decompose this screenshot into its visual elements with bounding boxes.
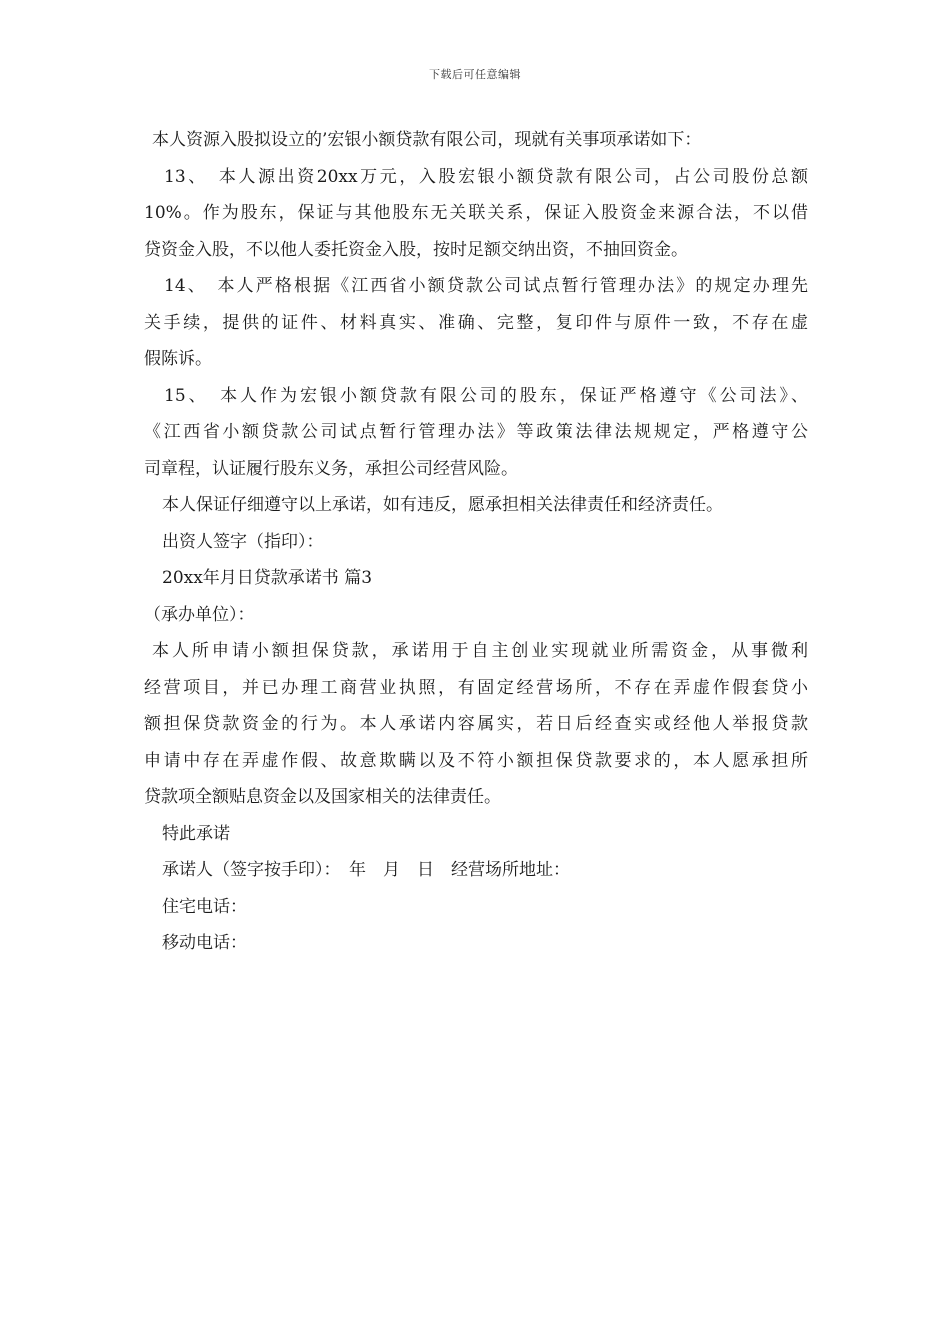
page-header: 下载后可任意编辑 — [429, 68, 521, 81]
paragraph-line: 额担保贷款资金的行为。本人承诺内容属实，若日后经查实或经他人举报贷款 — [144, 714, 808, 734]
closing-line: 特此承诺 — [162, 823, 230, 844]
paragraph-line: 《江西省小额贷款公司试点暂行管理办法》等政策法律法规规定，严格遵守公 — [144, 422, 808, 442]
paragraph-line: 假陈诉。 — [144, 349, 212, 369]
document-body — [144, 122, 808, 962]
signature-label: 出资人签字（指印）： — [162, 531, 324, 552]
paragraph-line: 本人保证仔细遵守以上承诺，如有违反，愿承担相关法律责任和经济责任。 — [162, 495, 723, 515]
paragraph-line: 13、 本人源出资20xx万元，入股宏银小额贷款有限公司，占公司股份总额 — [164, 166, 808, 187]
paragraph-line: 经营项目，并已办理工商营业执照，有固定经营场所，不存在弄虚作假套贷小 — [144, 677, 808, 698]
signer-line: 承诺人（签字按手印）： 年 月 日 经营场所地址： — [162, 860, 570, 880]
paragraph-line: 贷款项全额贴息资金以及国家相关的法律责任。 — [144, 787, 501, 807]
mobile-phone-label: 移动电话： — [162, 933, 247, 953]
paragraph-line: 申请中存在弄虚作假、故意欺瞒以及不符小额担保贷款要求的，本人愿承担所 — [144, 750, 808, 771]
paragraph-line: 关手续，提供的证件、材料真实、准确、完整，复印件与原件一致，不存在虚 — [144, 312, 808, 333]
paragraph-line: 15、 本人作为宏银小额贷款有限公司的股东，保证严格遵守《公司法》、 — [164, 385, 808, 406]
paragraph-line: 本人资源入股拟设立的’宏银小额贷款有限公司，现就有关事项承诺如下： — [152, 130, 702, 150]
paragraph-line: 10%。作为股东，保证与其他股东无关联关系，保证入股资金来源合法，不以借 — [144, 203, 808, 223]
home-phone-label: 住宅电话： — [162, 896, 247, 917]
section-heading: 20xx年月日贷款承诺书 篇3 — [162, 568, 373, 588]
paragraph-line: 14、 本人严格根据《江西省小额贷款公司试点暂行管理办法》的规定办理先 — [164, 276, 808, 296]
paragraph-line: 司章程，认证履行股东义务，承担公司经营风险。 — [144, 458, 518, 479]
paragraph-line: 本人所申请小额担保贷款，承诺用于自主创业实现就业所需资金，从事微利 — [152, 641, 808, 661]
paragraph-line: 贷资金入股，不以他人委托资金入股，按时足额交纳出资，不抽回资金。 — [144, 239, 688, 260]
recipient-label: （承办单位）： — [144, 604, 255, 625]
